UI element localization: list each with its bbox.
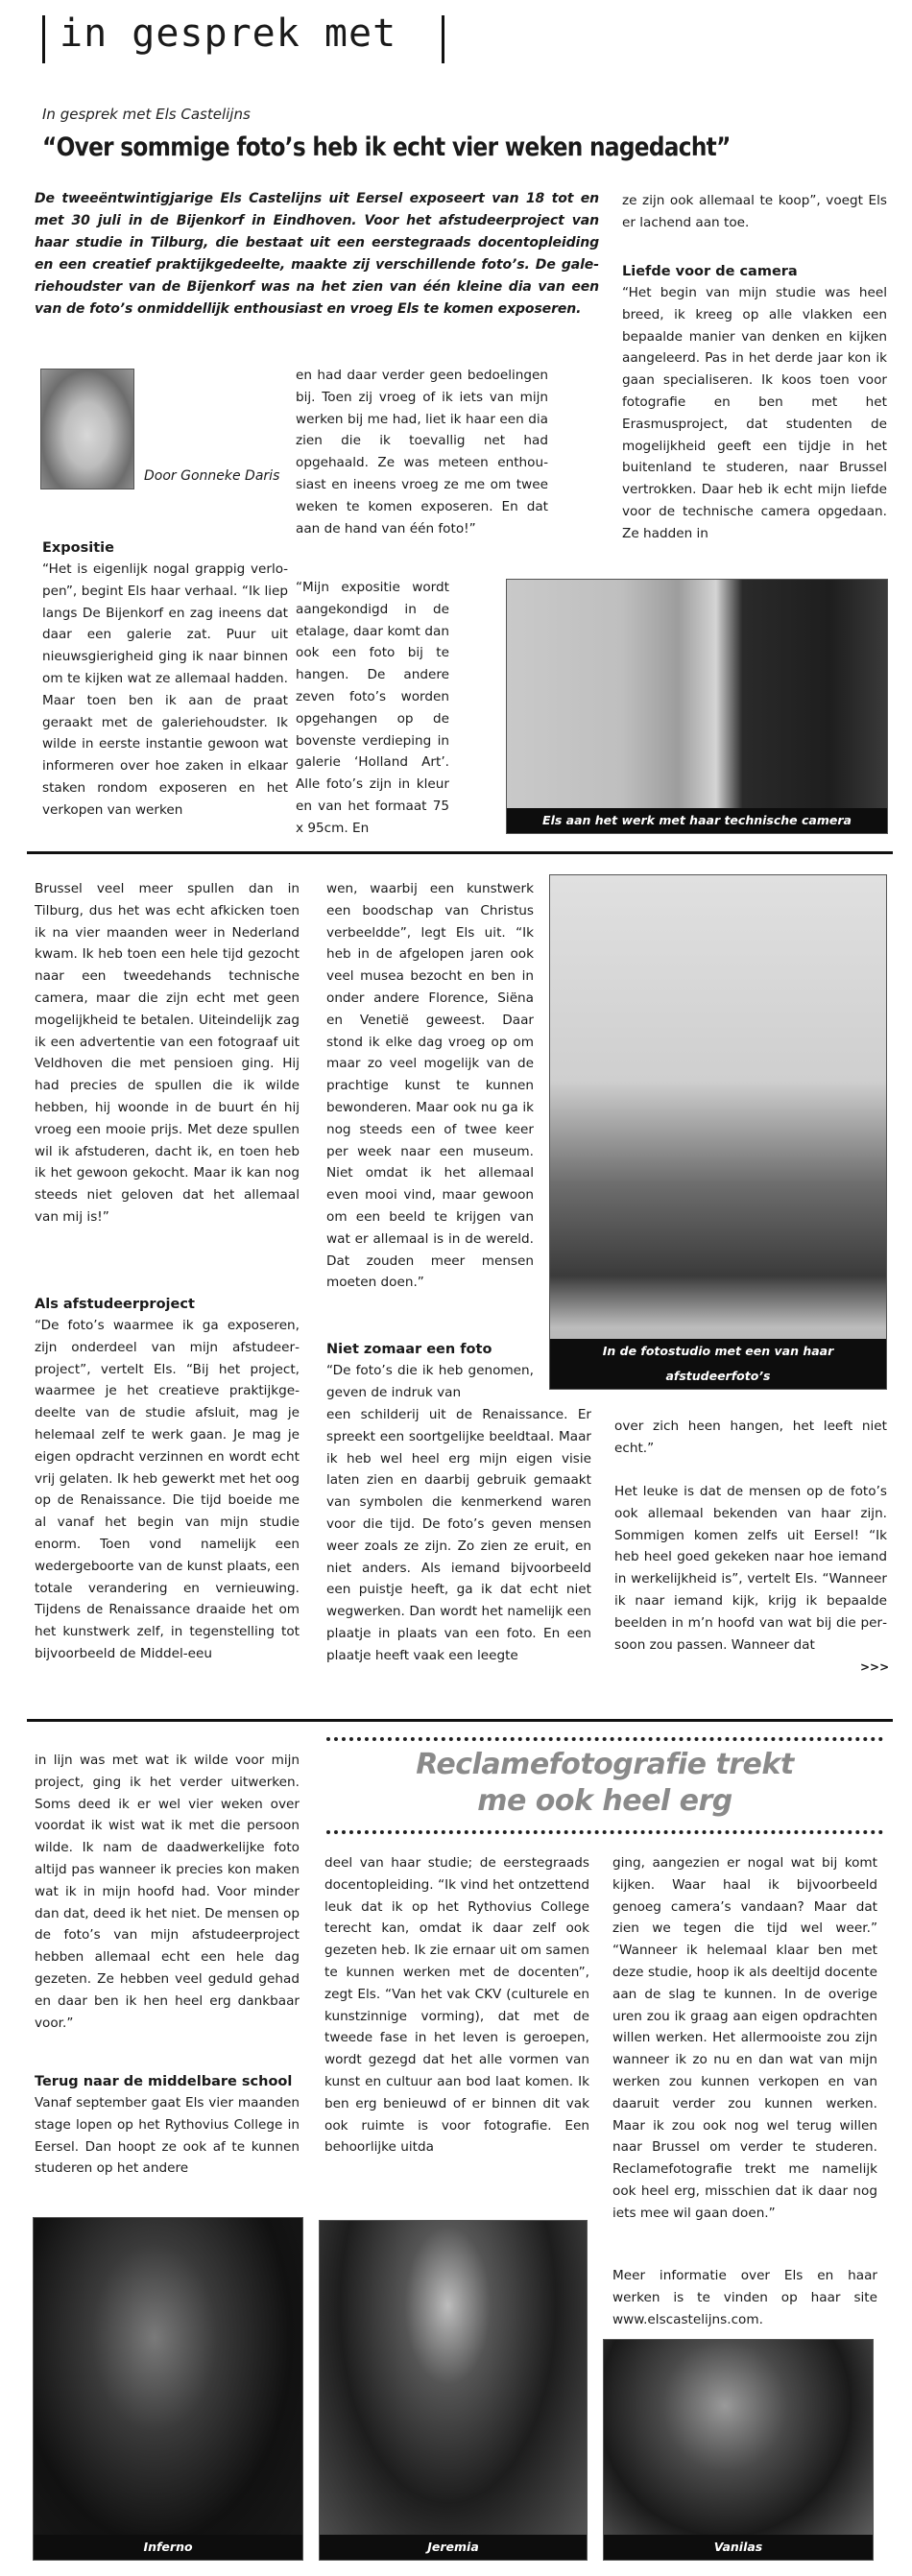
section-divider xyxy=(27,851,893,854)
part1-col3 xyxy=(622,261,887,545)
part2-col2-wide: een schilderij uit de Renaissance. Er spreekt een soortgelijke beeldtaal. Maar ik heb wel heel erg mijn eigen visie laten zien en daarbij gebruik gemaakt van symbolen die kenmerkend waren voor die tijd. De foto’s geven mensen weer zoals ze zijn. Zo zien ze eruit, en niet anders. Als iemand bijvoorbeeld een puistje heeft, ga ik dat echt niet wegwerken. Dan wordt het namelijk een plaatje in plaats van een foto. En een plaatje heeft vaak een leegte xyxy=(326,1407,591,1663)
part2-col3-para: Het leuke is dat de mensen op de foto’s ook allemaal bekenden van haar zijn. Sommigen komen zelfs uit Eersel! “Ik heb heel goed gekeken naar hoe iemand in werkelijkheid is”, vertelt Els. “Wanneer ik naar iemand kijk, krijg ik bepaalde beelden in m’n hoofd van wat bij die persoon zou passen. Wanneer dat xyxy=(614,1484,887,1653)
author-portrait xyxy=(40,369,134,489)
heading-niet-zomaar: Niet zomaar een foto xyxy=(326,1342,492,1357)
pullquote-line2: me ook heel erg xyxy=(477,1784,732,1818)
byline: Door Gonneke Daris xyxy=(144,468,280,484)
heading-terug-school: Terug naar de middelbare school xyxy=(35,2074,293,2089)
part3-col1-top: in lijn was met wat ik wilde voor mijn project, ging ik het verder uitwerken. Soms deed ik er wel vier weken over voordat ik wist wat ik met die persoon wilde. Ik nam de daadwerkelijke foto altijd pas wanneer ik precies kon maken wat ik in mijn hoofd had. Voor minder dan dat, deed ik het niet. De mensen op de foto’s van mijn afstudeerproject hebben allemaal echt een hele dag gezeten. Ze hebben veel geduld gehad en daar ben ik hen heel erg dankbaar voor.” xyxy=(35,1753,300,2031)
pullquote-dots-bottom xyxy=(326,1830,883,1834)
pullquote xyxy=(326,1747,883,1820)
photo-vanilas xyxy=(603,2339,874,2561)
paragraph: “De foto’s die ik heb genomen, geven de indruk van xyxy=(326,1363,534,1400)
part1-col1 xyxy=(42,537,288,822)
photo-caption: Inferno xyxy=(34,2535,302,2560)
pullquote-dots-top xyxy=(326,1737,883,1741)
article-kicker: In gesprek met Els Castelijns xyxy=(42,106,251,123)
part1-col2-top: en had daar verder geen bedoelingen bij. Toen zij vroeg of ik iets van mijn werken bij me had, liet ik haar een dia zien die ik toevallig net had opgehaald. Ze was meteen enthousiast en ineens vroeg ze me om twee weken te komen exposeren. En dat aan de hand van één foto!” xyxy=(296,368,548,537)
part2-col2 xyxy=(326,1339,534,1404)
part3-col3-info: Meer informatie over Els en haar werken is te vinden op haar site www.elscastelijns.com. xyxy=(612,2268,877,2327)
part2-col2-top: wen, waarbij een kunstwerk een boodschap van Christus verbeeldde”, legt Els uit. “Ik heb in de afgelopen jaren ook veel musea bezocht en ben in onder andere Florence, Siëna en Venetië geweest. Daar stond ik elke dag vroeg op om maar zo veel mogelijk van de prachtige kunst te kunnen bewonderen. Maar ook nu ga ik nog steeds een of twee keer per week naar een museum. Niet omdat ik het allemaal even mooi vind, maar gewoon om een beeld te krijgen van wat er allemaal is in de wereld. Dat zouden meer mensen moeten doen.” xyxy=(326,881,534,1291)
part2-col1 xyxy=(35,1294,300,1665)
section-bar-right xyxy=(442,15,444,63)
photo-caption: In de fotostudio met een van haar afstudeerfoto’s xyxy=(550,1339,886,1389)
part3-col2: deel van haar studie; de eerstegraads docentopleiding. “Ik vind het ontzettend leuk dat ik op het Rythovius College terecht kan, omdat ik daar zelf ook gezeten heb. Ik zie ernaar uit om samen te kunnen werken met de docenten”, zegt Els. “Van het vak CKV (culturele en kunstzinnige vorming), dat met de tweede fase in het leven is geroepen, wordt gezegd dat het alle vormen van kunst en cultuur aan bod laat komen. Ik ben erg benieuwd of er binnen dit vak ook ruimte is voor fotografie. Een behoorlijke uitda xyxy=(324,1855,589,2156)
photo-jeremia xyxy=(319,2220,588,2561)
paragraph: Vanaf september gaat Els vier maanden stage lopen op het Rythovius College in Eersel. Dan hoopt ze ook af te kunnen studeren op het andere xyxy=(35,2095,300,2177)
heading-expositie: Expositie xyxy=(42,540,114,556)
part2-col3-top: over zich heen hangen, het leeft niet echt.” xyxy=(614,1419,887,1456)
part1-col2-bottom: “Mijn expositie wordt aangekondigd in de etalage, daar komt dan ook een foto bij te hangen. De andere zeven foto’s worden opgehangen op de bovenste verdieping in galerie ‘Holland Art’. Alle foto’s zijn in kleur en van het formaat 75 x 95cm. En xyxy=(296,580,449,836)
paragraph: “Het begin van mijn studie was heel breed, ik kreeg op alle vlakken een bepaalde manier van denken en kijken aangeleerd. Pas in het derde jaar kon ik gaan specialiseren. Ik koos toen voor fotografie en ben met het Erasmusproject, dat studenten de mogelijkheid geeft een tijdje in het buitenland te studeren, naar Brussel vertrokken. Daar heb ik echt mijn liefde voor de technische camera opgedaan. Ze hadden in xyxy=(622,285,887,541)
photo-caption: Els aan het werk met haar technische camera xyxy=(507,808,887,833)
photo-caption: Jeremia xyxy=(320,2535,587,2560)
article-title: “Over sommige foto’s heb ik echt vier weken nagedacht” xyxy=(42,132,731,162)
section-label: in gesprek met xyxy=(60,12,397,56)
part3-col1 xyxy=(35,2071,300,2180)
photo-caption: Vanilas xyxy=(604,2535,873,2560)
part1-col3-top: ze zijn ook allemaal te koop”, voegt Els er lachend aan toe. xyxy=(622,193,887,230)
part3-col3: ging, aangezien er nogal wat bij komt kijken. Waar haal ik bijvoorbeeld genoeg camera’s vandaan? Maar dat zien we tegen die tijd wel weer.” “Wanneer ik helemaal klaar ben met deze studie, hoop ik als deeltijd docente aan de slag te kunnen. In de overige uren zou ik graag aan eigen opdrachten willen werken. Het allermooiste zou zijn wanneer ik zo nu en dan wat van mijn werken zou kunnen verkopen en van daaruit verder zou kunnen werken. Maar ik zou ook nog wel terug willen naar Brussel om verder te studeren. Reclamefotografie trekt me namelijk ook heel erg, misschien dat ik daar nog iets mee wil gaan doen.” xyxy=(612,1855,877,2221)
heading-liefde-camera: Liefde voor de camera xyxy=(622,264,798,279)
continue-marker: >>> xyxy=(860,1660,890,1674)
photo-studio xyxy=(549,874,887,1390)
paragraph: “Het is eigenlijk nogal grappig verlopen”, begint Els haar verhaal. “Ik liep langs De Bijenkorf en zag ineens dat daar een galerie zat. Puur uit nieuwsgierigheid ging ik naar binnen om te kijken wat ze allemaal hadden. Maar toen ben ik aan de praat geraakt met de galeriehoudster. Ik wilde in eerste instantie gewoon wat informeren over hoe zaken in elkaar staken rondom exposeren en het verkopen van werken xyxy=(42,561,288,818)
part2-col1-top: Brussel veel meer spullen dan in Tilburg, dus het was echt afkicken toen ik na vier maanden weer in Nederland kwam. Ik heb toen een hele tijd gezocht naar een tweedehands technische camera, maar die zijn echt met geen mogelijkheid te betalen. Uiteindelijk zag ik een advertentie van een fotograaf uit Veldhoven die met pensioen ging. Hij had precies de spullen die ik wilde hebben, hij woonde in de buurt én hij vroeg een mooie prijs. Met deze spullen wil ik afstuderen, dacht ik, en toen heb ik het gewoon gekocht. Maar ik kan nog steeds niet geloven dat het allemaal van mij is!” xyxy=(35,881,300,1225)
paragraph: “De foto’s waarmee ik ga exposeren, zijn onderdeel van mijn afstudeerproject”, vertelt Els. “Bij het project, waarmee je het creatieve praktijkgedeelte van de studie afsluit, mag je helemaal zelf te werk gaan. Je mag je eigen opdracht verzinnen en wordt echt vrij gelaten. Ik heb gewerkt met het oog op de Renaissance. Die tijd boeide me al vanaf het begin van mijn studie enorm. Toen vond namelijk een wedergeboorte van de kunst plaats, een totale verandering en vernieuwing. Tijdens de Renaissance draaide het om het kunstwerk zelf, in tegenstelling tot bijvoorbeeld de Middel-eeu xyxy=(35,1318,300,1661)
article-lead: De tweeëntwintigjarige Els Castelijns uit Eersel exposeert van 18 tot en met 30 juli in de Bijenkorf in Eindhoven. Voor het afstudeerproject van haar studie in Tilburg, die bestaat uit een eerstegraads docentopleiding en een creatief praktijkgedeelte, maakte zij verschillende foto’s. De galeriehoudster van de Bijenkorf was na het zien van één kleine dia van een van de foto’s onmiddellijk enthousiast en vroeg Els te komen exposeren. xyxy=(35,191,599,317)
section-bar-left xyxy=(42,15,45,63)
heading-afstudeerproject: Als afstudeerproject xyxy=(35,1297,195,1312)
section-divider xyxy=(27,1719,893,1722)
photo-technical-camera xyxy=(506,579,888,834)
pullquote-line1: Reclamefotografie trekt xyxy=(416,1748,794,1781)
photo-inferno xyxy=(33,2217,303,2561)
